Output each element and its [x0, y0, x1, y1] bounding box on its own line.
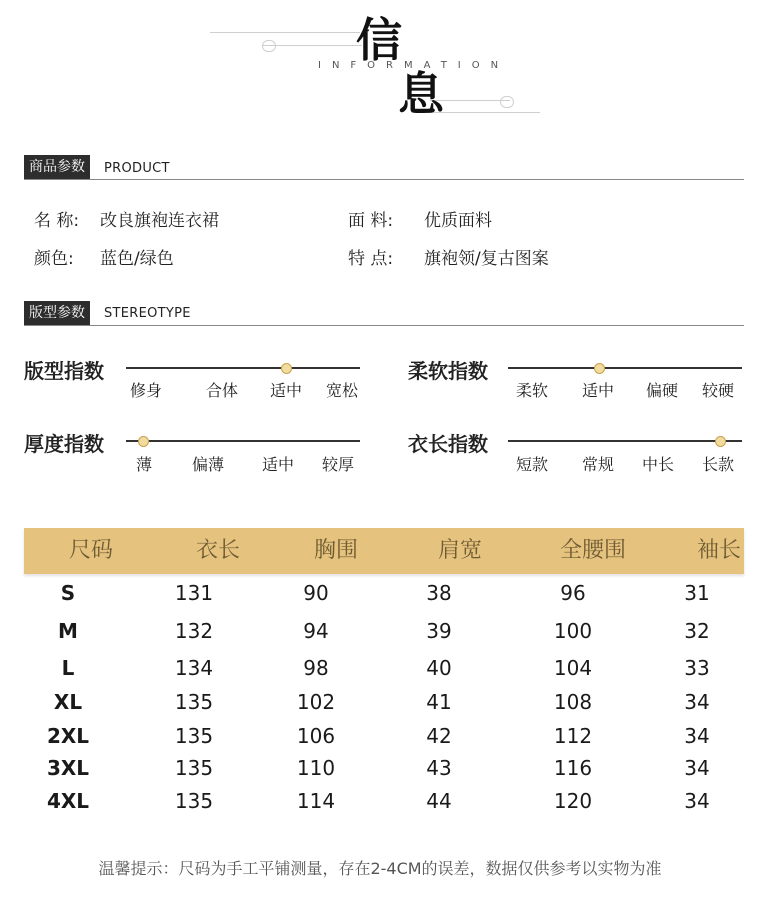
measurement-cell: 41: [426, 690, 452, 714]
header-line-left-top: [210, 32, 360, 33]
measurement-cell: 104: [553, 656, 593, 680]
header-english: INFORMATION: [318, 60, 510, 71]
measurement-note: 温馨提示：尺码为手工平铺测量，存在2-4CM的误差，数据仅供参考以实物为准: [98, 859, 662, 878]
length-option: 常规: [582, 455, 615, 474]
softness-option: 柔软: [516, 381, 549, 400]
size-label-cell: XL: [53, 690, 83, 714]
measurement-cell: 39: [426, 619, 452, 643]
measurement-cell: 34: [684, 690, 710, 714]
measurement-cell: 106: [296, 724, 336, 748]
size-table-header-cell: 衣长: [195, 538, 240, 563]
thickness-index-title: 厚度指数: [24, 432, 104, 456]
softness-index-scale: [508, 367, 742, 369]
softness-option: 偏硬: [646, 381, 679, 400]
length-index-title: 衣长指数: [408, 432, 488, 456]
stereotype-section-english: STEREOTYPE: [104, 306, 191, 321]
fit-option: 宽松: [326, 381, 359, 400]
measurement-cell: 120: [553, 789, 593, 813]
fabric-value: 优质面料: [424, 211, 492, 231]
header-line-left-bottom: [262, 45, 362, 46]
thickness-option: 偏薄: [192, 455, 225, 474]
fit-option: 合体: [206, 381, 239, 400]
measurement-cell: 132: [174, 619, 214, 643]
measurement-cell: 43: [426, 756, 452, 780]
size-table-header-cell: 尺码: [68, 538, 113, 563]
thickness-option: 适中: [262, 455, 295, 474]
thickness-index-marker: [138, 436, 149, 447]
measurement-cell: 112: [553, 724, 593, 748]
softness-option: 适中: [582, 381, 615, 400]
measurement-cell: 34: [684, 789, 710, 813]
measurement-cell: 134: [174, 656, 214, 680]
fit-index-scale: [126, 367, 360, 369]
measurement-cell: 32: [684, 619, 710, 643]
fabric-label: 面 料:: [348, 211, 394, 231]
measurement-cell: 34: [684, 724, 710, 748]
measurement-cell: 42: [426, 724, 452, 748]
thickness-option: 较厚: [322, 455, 355, 474]
size-table-header-cell: 全腰围: [559, 538, 626, 563]
size-table-header-cell: 肩宽: [437, 538, 482, 563]
header-title-char-1: 信: [356, 13, 402, 67]
name-value: 改良旗袍连衣裙: [100, 211, 219, 231]
fit-index-marker: [281, 363, 292, 374]
thickness-index-scale: [126, 440, 360, 442]
size-label-cell: S: [60, 581, 76, 605]
length-index-scale: [508, 440, 742, 442]
stereotype-section-label: 版型参数: [24, 301, 90, 325]
header-title-char-2: 息: [398, 67, 444, 121]
color-value: 蓝色/绿色: [100, 249, 174, 269]
measurement-cell: 114: [296, 789, 336, 813]
header-scroll-ornament: [262, 40, 276, 52]
measurement-cell: 108: [553, 690, 593, 714]
measurement-cell: 116: [553, 756, 593, 780]
feature-label: 特 点:: [348, 249, 394, 269]
product-section-label: 商品参数: [24, 155, 90, 179]
measurement-cell: 96: [560, 581, 586, 605]
length-option: 长款: [702, 455, 735, 474]
measurement-cell: 135: [174, 690, 214, 714]
softness-index-title: 柔软指数: [408, 359, 488, 383]
header-scroll-ornament-right: [500, 96, 514, 108]
measurement-cell: 102: [296, 690, 336, 714]
length-option: 短款: [516, 455, 549, 474]
softness-option: 较硬: [702, 381, 735, 400]
size-label-cell: M: [58, 619, 78, 643]
size-label-cell: 3XL: [46, 756, 90, 780]
fit-option: 修身: [130, 381, 163, 400]
size-table-header: [24, 528, 744, 574]
measurement-cell: 33: [684, 656, 710, 680]
name-label: 名 称:: [34, 211, 80, 231]
measurement-cell: 94: [303, 619, 329, 643]
length-index-marker: [715, 436, 726, 447]
measurement-cell: 131: [174, 581, 214, 605]
size-label-cell: L: [61, 656, 75, 680]
size-label-cell: 4XL: [46, 789, 90, 813]
product-section-rule: [24, 179, 744, 180]
thickness-option: 薄: [136, 455, 153, 474]
measurement-cell: 135: [174, 724, 214, 748]
color-label: 颜色:: [34, 249, 74, 269]
measurement-cell: 31: [684, 581, 710, 605]
fit-option: 适中: [270, 381, 303, 400]
measurement-cell: 40: [426, 656, 452, 680]
stereotype-section-rule: [24, 325, 744, 326]
size-table-header-cell: 袖长: [696, 538, 741, 563]
measurement-cell: 38: [426, 581, 452, 605]
measurement-cell: 110: [296, 756, 336, 780]
feature-value: 旗袍领/复古图案: [424, 249, 549, 269]
header-line-right-bottom: [430, 112, 540, 113]
measurement-cell: 135: [174, 756, 214, 780]
length-option: 中长: [642, 455, 675, 474]
fit-index-title: 版型指数: [24, 359, 104, 383]
measurement-cell: 98: [303, 656, 329, 680]
softness-index-marker: [594, 363, 605, 374]
measurement-cell: 100: [553, 619, 593, 643]
measurement-cell: 90: [303, 581, 329, 605]
measurement-cell: 34: [684, 756, 710, 780]
product-section-english: PRODUCT: [104, 161, 170, 176]
size-table-header-cell: 胸围: [313, 538, 358, 563]
measurement-cell: 44: [426, 789, 452, 813]
measurement-cell: 135: [174, 789, 214, 813]
size-label-cell: 2XL: [46, 724, 90, 748]
